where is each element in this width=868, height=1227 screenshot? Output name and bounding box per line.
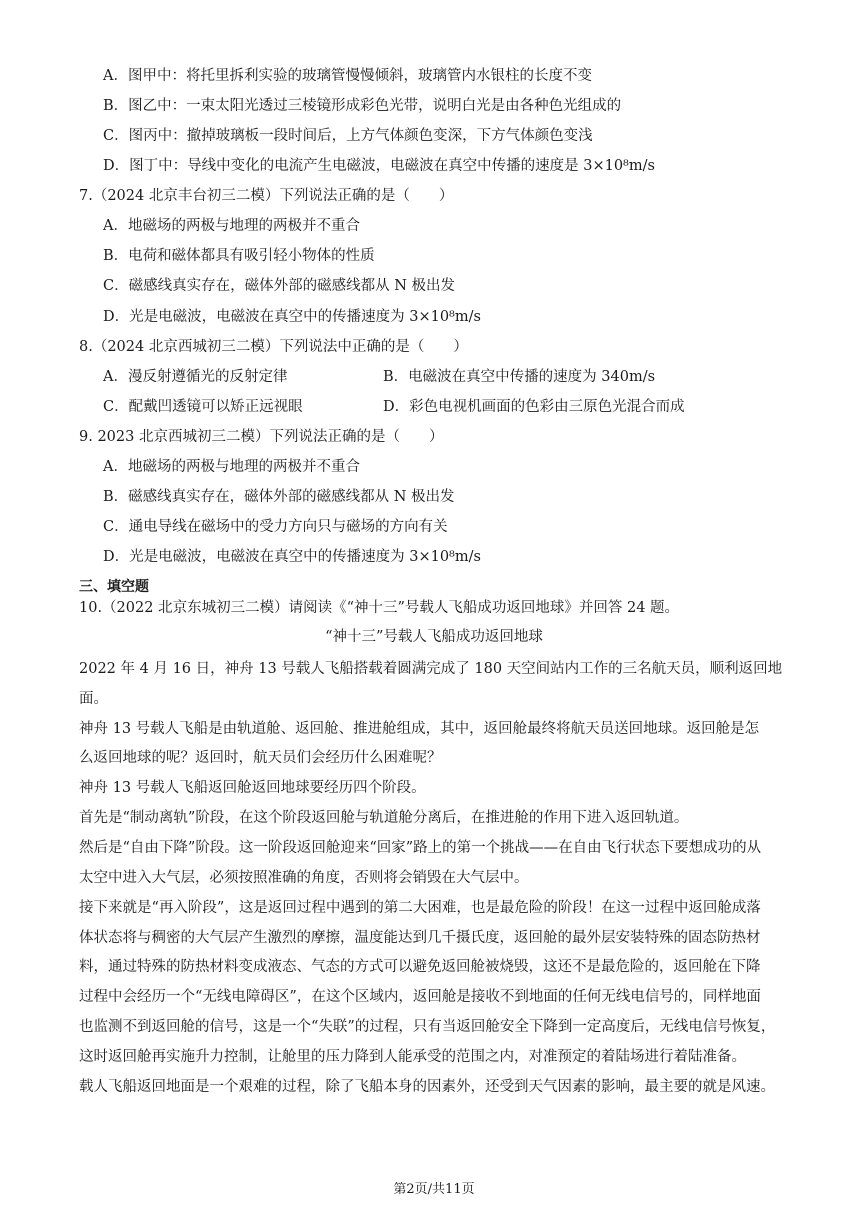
q7-option-c: C．磁感线真实存在，磁体外部的磁感线都从 N 极出发 — [103, 278, 455, 294]
q6-option-b: B．图乙中：一束太阳光透过三棱镜形成彩色光带，说明白光是由各种色光组成的 — [103, 98, 622, 114]
article-line: 接下来就是“再入阶段”，这是返回过程中遇到的第二大困难，也是最危险的阶段！在这一过程中返回舱成落 — [79, 900, 761, 916]
q6-option-d: D．图丁中：导线中变化的电流产生电磁波，电磁波在真空中传播的速度是 3×10⁸m/s — [103, 158, 655, 174]
q7-option-d: D．光是电磁波，电磁波在真空中的传播速度为 3×10⁸m/s — [103, 309, 481, 325]
q7-stem: 7.（2024 北京丰台初三二模）下列说法正确的是（ ） — [79, 188, 454, 204]
article-line: 然后是“自由下降”阶段。这一阶段返回舱迎来“回家”路上的第一个挑战——在自由飞行状态下要想成功的从 — [79, 840, 762, 856]
q8-option-a: A．漫反射遵循光的反射定律 — [103, 369, 288, 385]
q6-option-a: A．图甲中：将托里拆利实验的玻璃管慢慢倾斜，玻璃管内水银柱的长度不变 — [103, 68, 592, 84]
q9-stem: 9. 2023 北京西城初三二模）下列说法正确的是（ ） — [79, 429, 444, 445]
article-line: 神舟 13 号载人飞船是由轨道舱、返回舱、推进舱组成，其中，返回舱最终将航天员送回地球。返回舱是怎 — [79, 721, 760, 737]
article-line: 体状态将与稠密的大气层产生激烈的摩擦，温度能达到几千摄氏度，返回舱的最外层安装特殊的固态防热材 — [79, 930, 761, 946]
article-line: 过程中会经历一个“无线电障碍区”，在这个区域内，返回舱是接收不到地面的任何无线电信号的，同样地面 — [79, 989, 761, 1005]
q9-option-d: D．光是电磁波，电磁波在真空中的传播速度为 3×10⁸m/s — [103, 549, 481, 565]
article-line: 料，通过特殊的防热材料变成液态、气态的方式可以避免返回舱被烧毁，这还不是最危险的，返回舱在下降 — [79, 959, 761, 975]
q10-stem: 10.（2022 北京东城初三二模）请阅读《“神十三”号载人飞船成功返回地球》并回答 24 题。 — [79, 600, 680, 616]
article-line: 这时返回舱再实施升力控制，让舱里的压力降到人能承受的范围之内，对准预定的着陆场进行着陆准备。 — [79, 1049, 746, 1065]
q8-option-c: C．配戴凹透镜可以矫正远视眼 — [103, 399, 303, 415]
article-line: 也监测不到返回舱的信号，这是一个“失联”的过程，只有当返回舱安全下降到一定高度后，无线电信号恢复， — [79, 1019, 776, 1035]
page-footer: 第2页/共11页 — [393, 1182, 475, 1197]
article-title: “神十三”号载人飞船成功返回地球 — [325, 629, 543, 645]
q6-option-c: C．图丙中：撤掉玻璃板一段时间后，上方气体颜色变深，下方气体颜色变浅 — [103, 128, 593, 144]
q8-option-d: D．彩色电视机画面的色彩由三原色光混合而成 — [383, 399, 685, 415]
q9-option-b: B．磁感线真实存在，磁体外部的磁感线都从 N 极出发 — [103, 489, 455, 505]
q7-option-a: A．地磁场的两极与地理的两极并不重合 — [103, 218, 360, 234]
article-line: 载人飞船返回地面是一个艰难的过程，除了飞船本身的因素外，还受到天气因素的影响，最主要的就是风速。 — [79, 1079, 775, 1095]
article-line: 神舟 13 号载人飞船返回舱返回地球要经历四个阶段。 — [79, 780, 426, 796]
article-line: 么返回地球的呢？返回时，航天员们会经历什么困难呢？ — [79, 750, 442, 766]
q7-option-b: B．电荷和磁体都具有吸引轻小物体的性质 — [103, 248, 375, 264]
article-line: 面。 — [79, 691, 108, 707]
article-line: 首先是“制动离轨”阶段，在这个阶段返回舱与轨道舱分离后，在推进舱的作用下进入返回轨道。 — [79, 810, 689, 826]
q9-option-a: A．地磁场的两极与地理的两极并不重合 — [103, 459, 360, 475]
q8-stem: 8.（2024 北京西城初三二模）下列说法中正确的是（ ） — [79, 339, 468, 355]
section-heading: 三、填空题 — [79, 579, 149, 595]
q9-option-c: C．通电导线在磁场中的受力方向只与磁场的方向有关 — [103, 519, 448, 535]
article-line: 2022 年 4 月 16 日，神舟 13 号载人飞船搭载着圆满完成了 180 天空间站内工作的三名航天员，顺利返回地 — [79, 661, 783, 677]
q8-option-b: B．电磁波在真空中传播的速度为 340m/s — [383, 369, 656, 385]
article-line: 太空中进入大气层，必须按照准确的角度，否则将会销毁在大气层中。 — [79, 870, 529, 886]
